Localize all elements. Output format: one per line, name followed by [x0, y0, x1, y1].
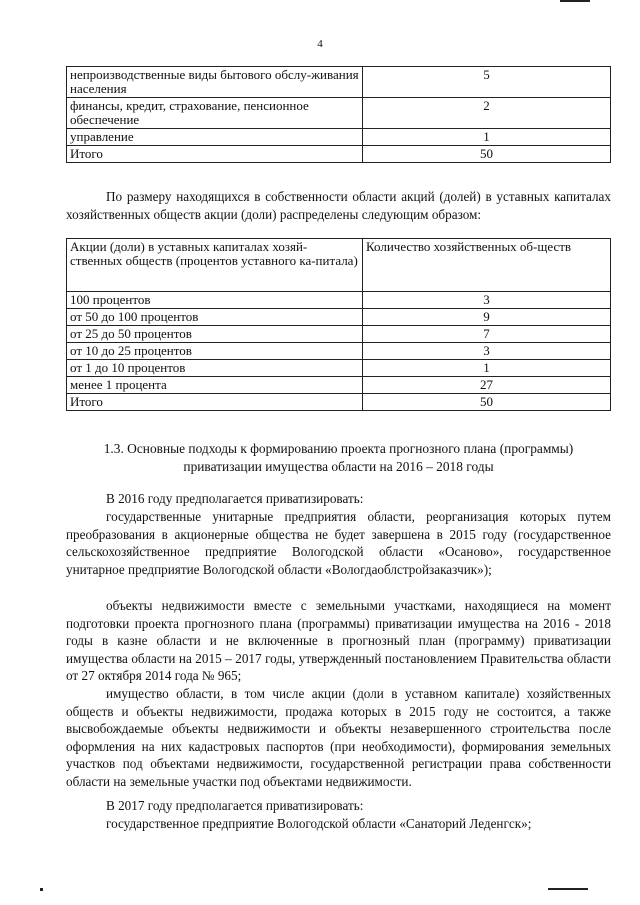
table-cell-label: от 25 до 50 процентов	[67, 326, 363, 343]
page-number: 4	[317, 38, 323, 50]
table-cell-value: 2	[363, 98, 611, 129]
table-cell-value: 1	[363, 129, 611, 146]
table-row	[67, 309, 611, 326]
table-header-row	[67, 239, 611, 292]
table-row	[67, 360, 611, 377]
paragraph-2016-intro: В 2016 году предполагается приватизировать:	[106, 491, 364, 506]
table-row	[67, 394, 611, 411]
table-row	[67, 377, 611, 394]
table-cell-label: Итого	[67, 146, 363, 163]
table-cell-value: 50	[363, 394, 611, 411]
table-header-col2: Количество хозяйственных об-ществ	[363, 239, 611, 292]
scan-mark-bottom-right	[548, 888, 588, 890]
table-cell-value: 9	[363, 309, 611, 326]
paragraph-sanatorium: государственное предприятие Вологодской области «Санаторий Леденгск»;	[106, 816, 532, 831]
shares-distribution-table	[66, 238, 611, 411]
table-cell-label: финансы, кредит, страхование, пенсионное обеспечение	[67, 98, 363, 129]
table-cell-label: Итого	[67, 394, 363, 411]
table-cell-value: 1	[363, 360, 611, 377]
table-cell-value: 7	[363, 326, 611, 343]
table-cell-value: 3	[363, 343, 611, 360]
section-heading	[66, 440, 611, 475]
table-row	[67, 67, 611, 98]
table-row	[67, 292, 611, 309]
scan-mark-top-right	[560, 0, 590, 2]
table-cell-label: 100 процентов	[67, 292, 363, 309]
table-cell-value: 50	[363, 146, 611, 163]
scan-mark-bottom-left	[40, 888, 43, 891]
table-row	[67, 129, 611, 146]
table-cell-label: от 10 до 25 процентов	[67, 343, 363, 360]
table-cell-label: управление	[67, 129, 363, 146]
table-cell-label: непроизводственные виды бытового обслу-живания населения	[67, 67, 363, 98]
table-cell-value: 5	[363, 67, 611, 98]
table-cell-label: от 1 до 10 процентов	[67, 360, 363, 377]
table-header-col1: Акции (доли) в уставных капиталах хозяй-ственных обществ (процентов уставного ка-питала)	[67, 239, 363, 292]
table-cell-value: 3	[363, 292, 611, 309]
table-row	[67, 343, 611, 360]
paragraph-2017-intro: В 2017 году предполагается приватизировать:	[106, 798, 364, 813]
table-cell-value: 27	[363, 377, 611, 394]
section-heading-line2: приватизации имущества области на 2016 – 2018 годы	[183, 458, 494, 474]
sector-distribution-table	[66, 66, 611, 163]
table-cell-label: менее 1 процента	[67, 377, 363, 394]
paragraph-unitary-enterprises: государственные унитарные предприятия области, реорганизация которых путем преобразования в акционерные общества не будет завершена в 2015 году (государственное сельскохозяйственное предприятие Вологодской области «Осаново», государственное унитарное предприятие Вологодской области «Вологдаоблстройзаказчик»);	[66, 509, 611, 577]
table-row	[67, 326, 611, 343]
section-heading-line1: 1.3. Основные подходы к формированию проекта прогнозного плана (программы)	[103, 441, 574, 456]
table-row	[67, 146, 611, 163]
paragraph-regional-property: имущество области, в том числе акции (доли в уставном капитале) хозяйственных обществ и объекты недвижимости, продажа которых в 2015 году не состоится, а также высвобождаемые объекты недвижимости и объекты незавершенного строительства после оформления на них кадастровых паспортов (при необходимости), формирования земельных участков под объектами недвижимости, государственной регистрации права собственности области на земельные участки под объектами недвижимости.	[66, 686, 611, 789]
paragraph-real-estate: объекты недвижимости вместе с земельными участками, находящиеся на момент подготовки проекта прогнозного плана (программы) приватизации имущества на 2016 - 2018 годы в казне области и не включенные в прогнозный план (программу) приватизации имущества области на 2015 – 2017 годы, утвержденный постановлением Правительства области от 27 октября 2014 года № 965;	[66, 598, 611, 684]
table-row	[67, 98, 611, 129]
intro-paragraph: По размеру находящихся в собственности области акций (долей) в уставных капиталах хозяйственных обществ акции (доли) распределены следующим образом:	[66, 189, 611, 222]
table-cell-label: от 50 до 100 процентов	[67, 309, 363, 326]
